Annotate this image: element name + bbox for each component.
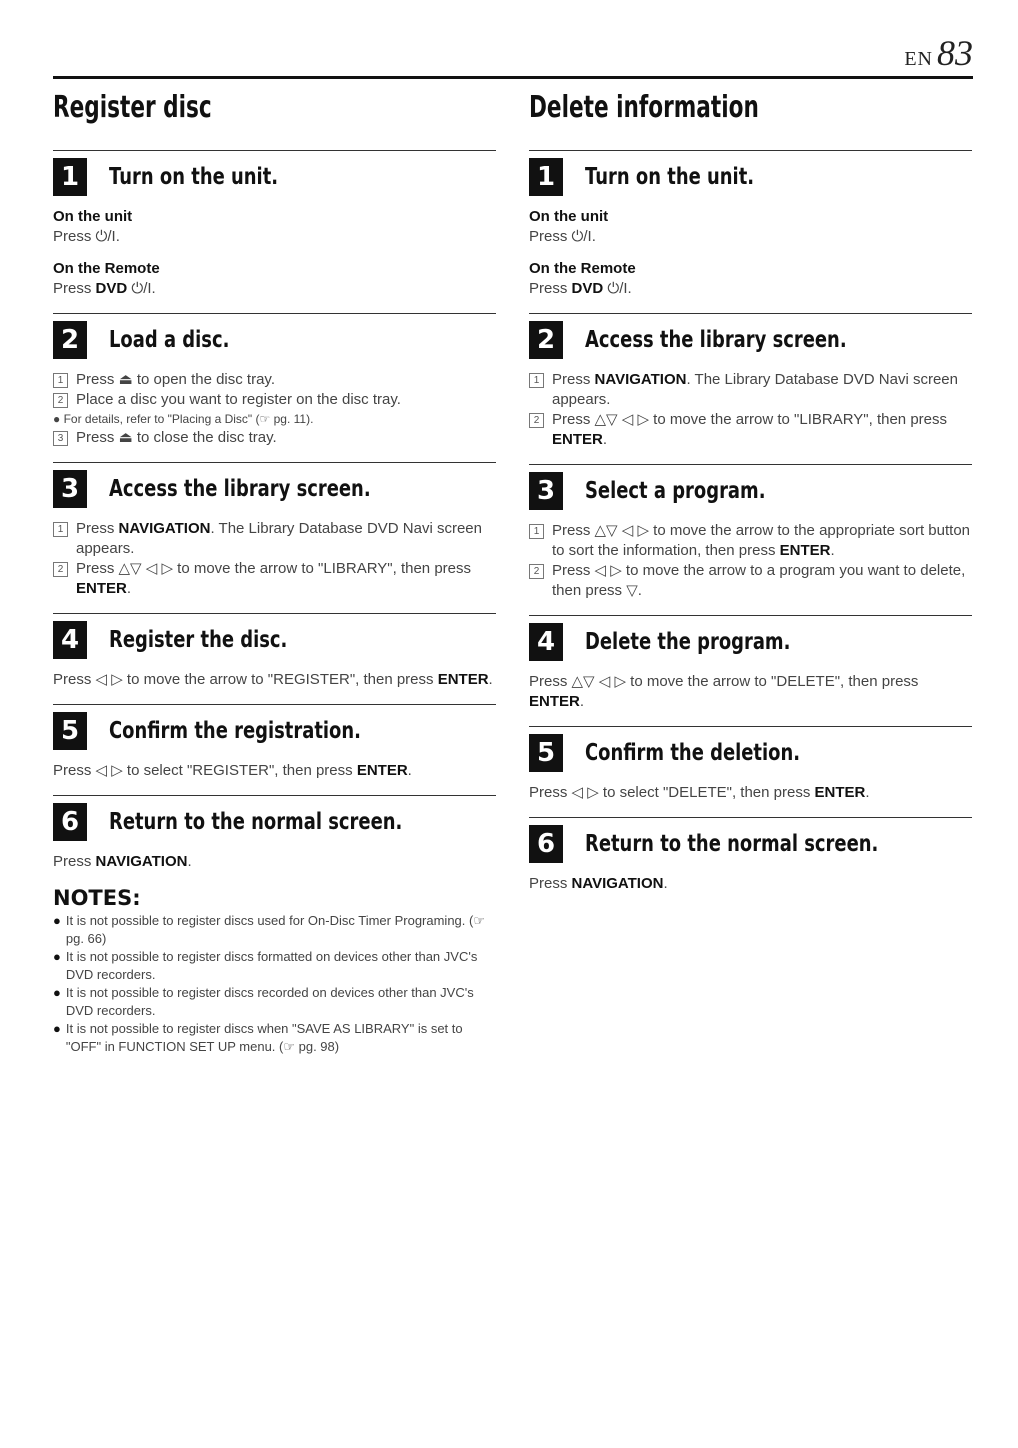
- on-unit-text: Press ⏻/I.: [529, 228, 596, 245]
- section-title: Delete information: [529, 90, 759, 125]
- number-box-icon: 2: [529, 564, 544, 579]
- step-title: Return to the normal screen.: [109, 809, 403, 835]
- step-4: [529, 615, 972, 712]
- step-header: [529, 150, 972, 197]
- step-text: Press NAVIGATION.: [53, 853, 192, 870]
- step-number-badge: 6: [529, 825, 563, 863]
- step-title: Select a program.: [585, 478, 766, 504]
- step-title: Return to the normal screen.: [585, 831, 879, 857]
- step-title: Confirm the registration.: [109, 718, 361, 744]
- number-box-icon: 2: [53, 562, 68, 577]
- number-box-icon: 1: [529, 524, 544, 539]
- step-3: [529, 464, 972, 601]
- step-header: [529, 464, 972, 511]
- section-title: Register disc: [53, 90, 212, 125]
- number-box-icon: 3: [53, 431, 68, 446]
- number-box-icon: 1: [53, 522, 68, 537]
- on-remote-label: On the Remote: [529, 260, 636, 277]
- step-header: [529, 313, 972, 360]
- step-number-badge: 5: [529, 734, 563, 772]
- list-item: 2 Press △▽ ◁ ▷ to move the arrow to "LIBRARY", then press ENTER.: [53, 559, 496, 599]
- language-code: EN: [904, 48, 933, 70]
- step-header: [529, 817, 972, 864]
- step-3: [53, 462, 496, 599]
- step-4: [53, 613, 496, 690]
- register-disc-column: [53, 82, 496, 1056]
- step-title: Load a disc.: [109, 327, 230, 353]
- step-2: [529, 313, 972, 450]
- on-unit-text: Press ⏻/I.: [53, 228, 120, 245]
- on-unit-label: On the unit: [53, 208, 133, 225]
- step-1: [529, 150, 972, 299]
- bullet-icon: ●: [53, 985, 61, 1000]
- note-item: ● It is not possible to register discs recorded on devices other than JVC's DVD recorders.: [53, 985, 474, 1018]
- step-header: [53, 795, 496, 842]
- list-item: 1 Press △▽ ◁ ▷ to move the arrow to the appropriate sort button to sort the information, then press ENTER.: [529, 521, 972, 561]
- step-header: [53, 704, 496, 751]
- step-number-badge: 3: [529, 472, 563, 510]
- step-text: Press ◁ ▷ to move the arrow to "REGISTER", then press ENTER.: [53, 671, 493, 688]
- step-title: Turn on the unit.: [585, 164, 755, 190]
- step-title: Access the library screen.: [585, 327, 847, 353]
- step-number-badge: 1: [53, 158, 87, 196]
- step-number-badge: 3: [53, 470, 87, 508]
- on-remote-text: Press DVD ⏻/I.: [529, 280, 632, 297]
- list-item: 2 Place a disc you want to register on the disc tray.: [53, 390, 496, 410]
- step-number-badge: 6: [53, 803, 87, 841]
- list-item: 1 Press NAVIGATION. The Library Database DVD Navi screen appears.: [529, 370, 972, 410]
- step-text: Press △▽ ◁ ▷ to move the arrow to "DELETE", then press ENTER.: [529, 673, 919, 710]
- on-unit-label: On the unit: [529, 208, 609, 225]
- step-text: Press ◁ ▷ to select "REGISTER", then press ENTER.: [53, 762, 412, 779]
- step-title: Turn on the unit.: [109, 164, 279, 190]
- step-5: [53, 704, 496, 781]
- page-number-value: 83: [937, 33, 973, 73]
- step-5: [529, 726, 972, 803]
- step-header: [529, 726, 972, 773]
- note-item: ● It is not possible to register discs used for On-Disc Timer Programing. (☞ pg. 66): [53, 913, 485, 946]
- step-2: [53, 313, 496, 448]
- number-box-icon: 1: [53, 373, 68, 388]
- list-item: 2 Press △▽ ◁ ▷ to move the arrow to "LIBRARY", then press ENTER.: [529, 410, 972, 450]
- page-header: [53, 30, 973, 79]
- bullet-icon: ●: [53, 913, 61, 928]
- step-number-badge: 1: [529, 158, 563, 196]
- step-header: [529, 615, 972, 662]
- step-header: [53, 462, 496, 509]
- step-number-badge: 5: [53, 712, 87, 750]
- step-header: [53, 313, 496, 360]
- step-header: [53, 613, 496, 660]
- on-remote-label: On the Remote: [53, 260, 160, 277]
- step-1: [53, 150, 496, 299]
- bullet-icon: ●: [53, 949, 61, 964]
- page-number: [904, 32, 973, 74]
- list-item: 2 Press ◁ ▷ to move the arrow to a program you want to delete, then press ▽.: [529, 561, 972, 601]
- step-title: Register the disc.: [109, 627, 288, 653]
- step-title: Delete the program.: [585, 629, 791, 655]
- number-box-icon: 2: [53, 393, 68, 408]
- number-box-icon: 2: [529, 413, 544, 428]
- note-item: ● It is not possible to register discs formatted on devices other than JVC's DVD recorders.: [53, 949, 478, 982]
- bullet-icon: ●: [53, 1021, 61, 1036]
- number-box-icon: 1: [529, 373, 544, 388]
- step-number-badge: 2: [53, 321, 87, 359]
- step-header: [53, 150, 496, 197]
- step-number-badge: 2: [529, 321, 563, 359]
- list-item: 1 Press ⏏ to open the disc tray.: [53, 370, 496, 390]
- on-remote-text: Press DVD ⏻/I.: [53, 280, 156, 297]
- step-number-badge: 4: [529, 623, 563, 661]
- reference-note: ● For details, refer to "Placing a Disc" (☞ pg. 11).: [53, 412, 314, 426]
- list-item: 3 Press ⏏ to close the disc tray.: [53, 428, 496, 448]
- step-title: Access the library screen.: [109, 476, 371, 502]
- note-item: ● It is not possible to register discs when "SAVE AS LIBRARY" is set to "OFF" in FUNCTION SET UP menu. (☞ pg. 98): [53, 1021, 463, 1054]
- step-6: [529, 817, 972, 894]
- delete-information-column: [529, 82, 972, 908]
- step-6: [53, 795, 496, 872]
- notes-title: NOTES:: [53, 886, 141, 910]
- step-number-badge: 4: [53, 621, 87, 659]
- step-text: Press NAVIGATION.: [529, 875, 668, 892]
- step-text: Press ◁ ▷ to select "DELETE", then press ENTER.: [529, 784, 870, 801]
- step-title: Confirm the deletion.: [585, 740, 801, 766]
- list-item: 1 Press NAVIGATION. The Library Database DVD Navi screen appears.: [53, 519, 496, 559]
